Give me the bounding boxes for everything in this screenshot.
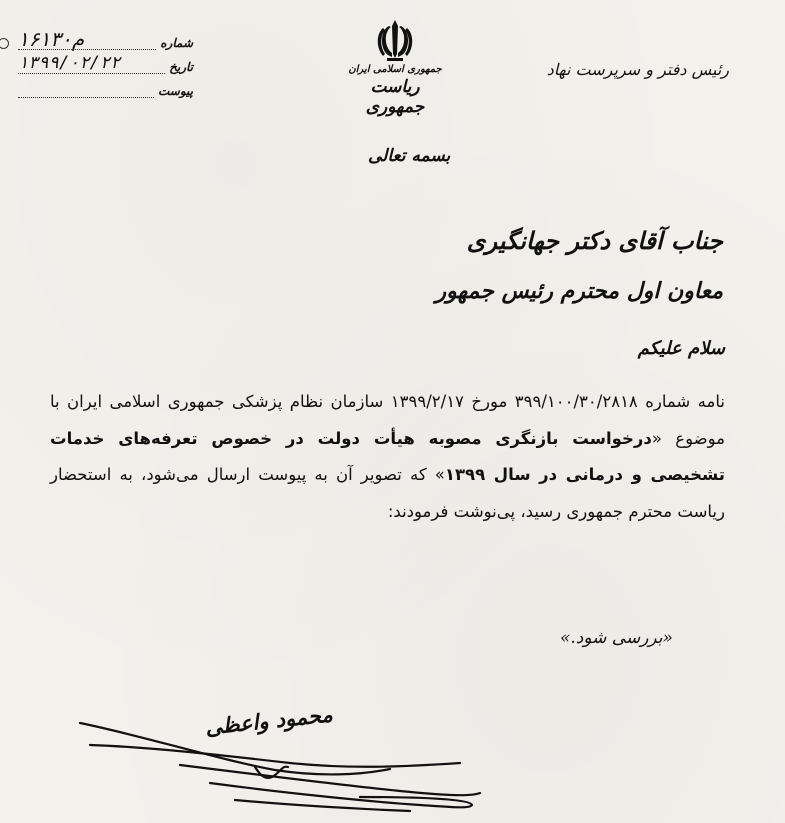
attachment-label: پیوست [158, 84, 193, 98]
signatory-name: محمود واعظی [204, 701, 334, 740]
basmala: بسمه تعالی [368, 146, 451, 166]
number-value: ۱۶۱۳۰م [18, 30, 156, 50]
attachment-row [18, 74, 193, 98]
letter-body [50, 384, 725, 530]
addressee-line-1: جناب آقای دکتر جهانگیری [466, 226, 723, 255]
punch-hole-icon [0, 38, 9, 49]
attachment-value [18, 96, 154, 98]
body-part-1: نامه شماره ۳۹۹/۱۰۰/۳۰/۲۸۱۸ مورخ ۱۳۹۹/۲/۱۷ سازمان نظام پزشکی جمهوری اسلامی ایران با موضوع « [50, 392, 725, 448]
iran-emblem-icon [375, 18, 415, 62]
date-row [18, 50, 193, 74]
emblem-block [340, 18, 450, 117]
gov-line-1: جمهوری اسلامی ایران [348, 64, 442, 75]
signature-icon [60, 705, 500, 823]
date-value: ۱۳۹۹/۰۲/۲۲ [18, 54, 165, 74]
body-part-2: » که تصویر آن به پیوست ارسال می‌شود، به استحضار ریاست محترم جمهوری رسید، پی‌نوشت فرمودند: [50, 465, 725, 521]
addressee-line-2: معاون اول محترم رئیس جمهور [435, 278, 723, 304]
date-label: تاریخ [169, 60, 193, 74]
greeting: سلام علیکم [637, 338, 725, 359]
body-subject: درخواست بازنگری مصوبه هیأت دولت در خصوص تعرفه‌های خدمات تشخیصی و درمانی در سال ۱۳۹۹ [50, 428, 726, 484]
office-title: رئیس دفتر و سرپرست نهاد [546, 60, 729, 79]
directive-quote: «بررسی شود.» [560, 628, 673, 648]
gov-line-2: ریاست جمهوری [365, 77, 425, 117]
number-label: شماره [160, 36, 193, 50]
number-row [18, 26, 193, 50]
letter-meta [18, 26, 193, 98]
